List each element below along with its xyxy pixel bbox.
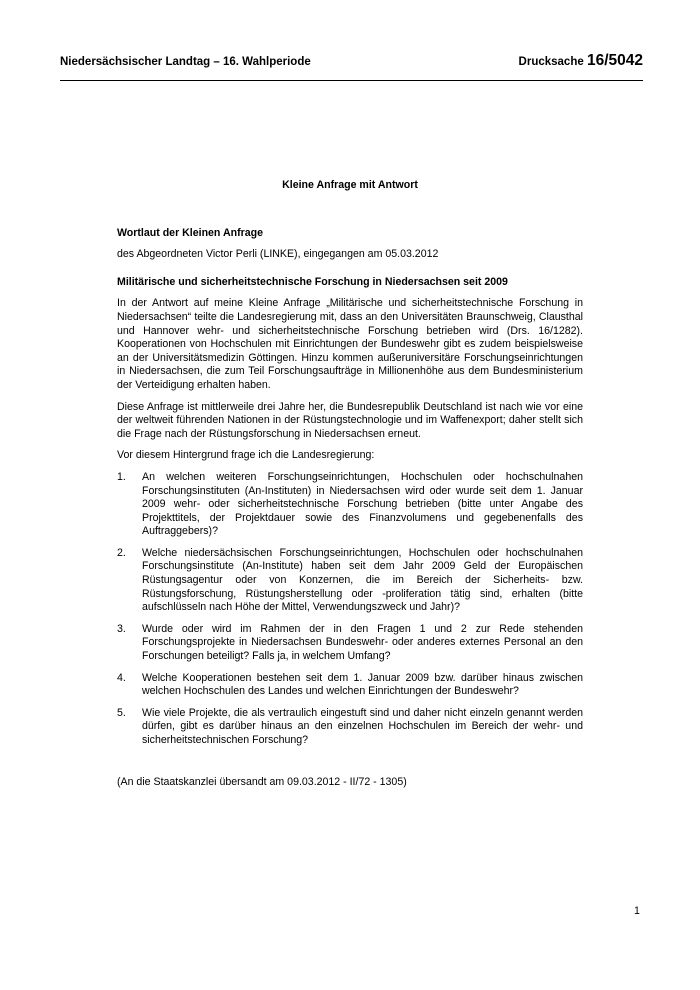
submitter-line: des Abgeordneten Victor Perli (LINKE), eingegangen am 05.03.2012 (117, 248, 439, 261)
question-text: Wie viele Projekte, die als vertraulich eingestuft sind und daher nicht einzeln genannt werden dürfen, gibt es darüber hinaus an den einzelnen Hochschulen im Bereich der wehr- und sicherheitstechnischen Forschung? (142, 706, 583, 746)
page-header (60, 52, 643, 74)
question-text: Wurde oder wird im Rahmen der in den Fragen 1 und 2 zur Rede stehenden Forschungsprojekte in Niedersachsen Bundeswehr- oder anderes externes Personal an den Forschungen beteiligt? Falls ja, in welchem Umfang? (142, 622, 583, 663)
question-text: Welche Kooperationen bestehen seit dem 1. Januar 2009 bzw. darüber hinaus zwischen welchen Hochschulen des Landes und welchen Einrichtungen der Bundeswehr? (142, 671, 583, 698)
question-number: 2. (117, 546, 126, 559)
question-item (117, 471, 583, 539)
question-number: 3. (117, 622, 126, 635)
document-body (117, 179, 583, 789)
question-lead-in: Vor diesem Hintergrund frage ich die Landesregierung: (117, 449, 375, 462)
printed-matter-label (519, 52, 643, 70)
transmission-note: (An die Staatskanzlei übersandt am 09.03.2012 - II/72 - 1305) (117, 775, 407, 788)
document-title: Kleine Anfrage mit Antwort (282, 179, 418, 191)
question-list (117, 471, 583, 748)
printed-matter-number: 16/5042 (586, 52, 643, 69)
section-heading: Wortlaut der Kleinen Anfrage (117, 226, 263, 239)
printed-matter-word: Drucksache (518, 56, 584, 68)
question-text: An welchen weiteren Forschungseinrichtungen, Hochschulen oder hochschulnahen Forschungsinstituten (An-Instituten) in Niedersachsen wird oder wurde seit dem 1. Januar 2009 wehr- oder sicherheitstechnische Forschung betrieben (bitte unter Angabe des Projekttitels, der Projektdauer sowie des Finanzvolumens und gegebenenfalls des Auftraggebers)? (142, 470, 583, 538)
intro-paragraph: In der Antwort auf meine Kleine Anfrage „Militärische und sicherheitstechnische Forschung in Niedersachsen“ teilte die Landesregierung mit, dass an den Universitäten Braunschweig, Clausthal und Hannover wehr- und sicherheitstechnische Forschung betrieben wird (Drs. 16/1282). Kooperationen von Hochschulen mit Einrichtungen der Bundeswehr gibt es zudem beispielsweise an der Universitätsmedizin Göttingen. Hinzu kommen außeruniversitäre Forschungseinrichtungen in Niedersachsen, die zum Teil Forschungsaufträge in Millionenhöhe aus dem Bundesministerium der Verteidigung erhalten haben. (117, 297, 583, 391)
question-text: Welche niedersächsischen Forschungseinrichtungen, Hochschulen oder hochschulnahen Forschungsinstitute (An-Institute) haben seit dem Jahr 2009 Geld der Europäischen Rüstungsagentur oder von Konzernen, die im Bereich der Sicherheits- bzw. Rüstungsforschung, Rüstungsherstellung oder -proliferation tätig sind, erhalten (bitte aufschlüsseln nach Höhe der Mittel, Verwendungszweck und Jahr)? (142, 546, 583, 614)
subject-heading: Militärische und sicherheitstechnische Forschung in Niedersachsen seit 2009 (117, 275, 508, 288)
context-paragraph: Diese Anfrage ist mittlerweile drei Jahre her, die Bundesrepublik Deutschland ist nach wie vor eine der weltweit führenden Nationen in der Rüstungstechnologie und im Waffenexport; daher stellt sich die Frage nach der Rüstungsforschung in Niedersachsen erneut. (117, 400, 583, 440)
question-number: 4. (117, 671, 126, 684)
question-number: 1. (117, 470, 126, 483)
question-item (117, 623, 583, 664)
page-number: 1 (634, 905, 640, 917)
header-divider (60, 80, 643, 81)
question-item (117, 672, 583, 699)
question-item (117, 547, 583, 615)
question-number: 5. (117, 706, 126, 719)
parliament-label: Niedersächsischer Landtag – 16. Wahlperiode (60, 56, 311, 68)
question-item (117, 707, 583, 748)
